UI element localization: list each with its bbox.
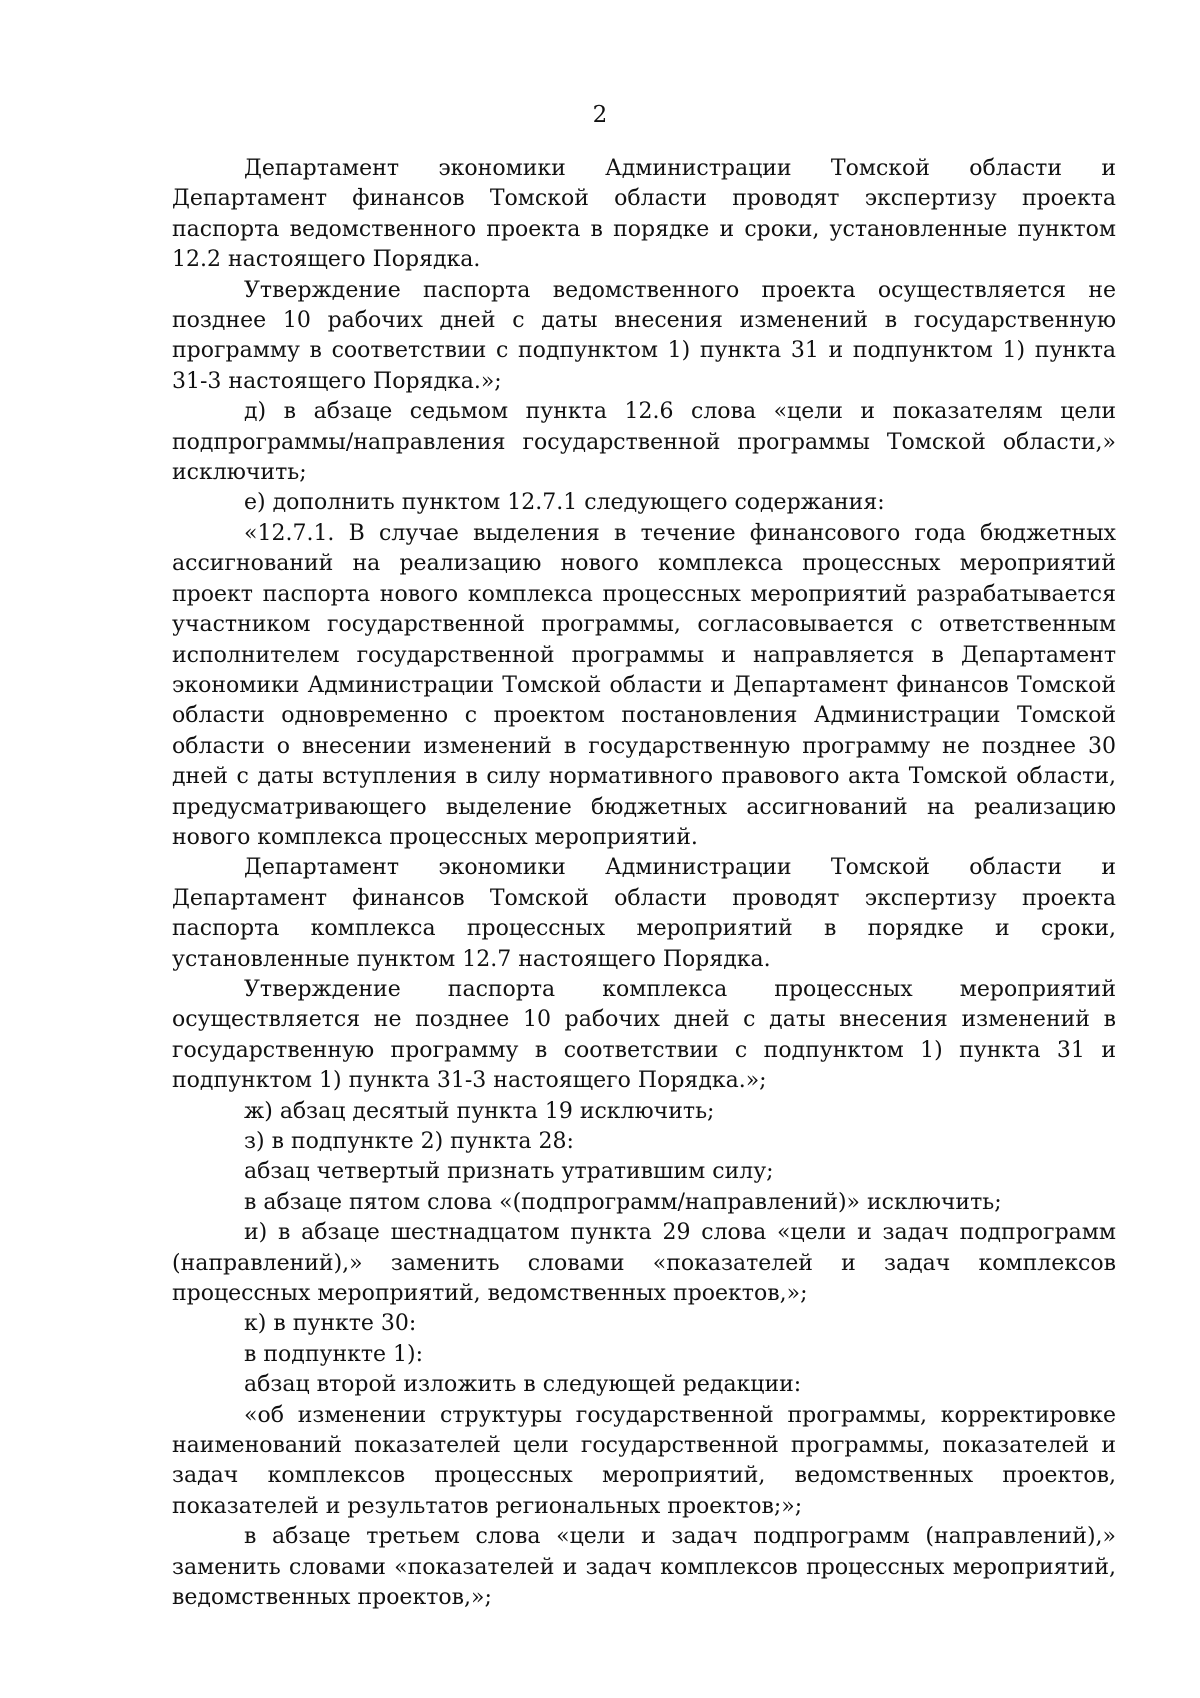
paragraph: абзац четвертый признать утратившим силу; xyxy=(244,1159,774,1185)
paragraph: Утверждение паспорта ведомственного проекта осуществляется не позднее 10 рабочих дней с даты внесения изменений в государственную программу в соответствии с подпунктом 1) пункта 31 и подпунктом 1) пункта 31-3 настоящего Порядка.»; xyxy=(172,277,1116,394)
page-number: 2 xyxy=(592,102,608,128)
paragraph: ж) абзац десятый пункта 19 исключить; xyxy=(244,1098,715,1124)
paragraph: Департамент экономики Администрации Томской области и Департамент финансов Томской области проводят экспертизу проекта паспорта ведомственного проекта в порядке и сроки, установленные пунктом 12.2 настоящего Порядка. xyxy=(172,156,1116,273)
paragraph: е) дополнить пунктом 12.7.1 следующего содержания: xyxy=(244,490,885,516)
document-body xyxy=(172,154,1116,1614)
paragraph: д) в абзаце седьмом пункта 12.6 слова «цели и показателям цели подпрограммы/направления государственной программы Томской области,» исключить; xyxy=(172,399,1116,486)
paragraph: в абзаце третьем слова «цели и задач подпрограмм (направлений),» заменить словами «показателей и задач комплексов процессных мероприятий, ведомственных проектов,»; xyxy=(172,1524,1116,1611)
paragraph: «об изменении структуры государственной программы, корректировке наименований показателей цели государственной программы, показателей и задач комплексов процессных мероприятий, ведомственных проектов, показателей и результатов региональных проектов;»; xyxy=(172,1402,1116,1519)
paragraph: Департамент экономики Администрации Томской области и Департамент финансов Томской области проводят экспертизу проекта паспорта комплекса процессных мероприятий в порядке и сроки, установленные пунктом 12.7 настоящего Порядка. xyxy=(172,855,1116,972)
paragraph: в абзаце пятом слова «(подпрограмм/направлений)» исключить; xyxy=(244,1189,1002,1215)
paragraph: з) в подпункте 2) пункта 28: xyxy=(244,1129,574,1154)
paragraph: «12.7.1. В случае выделения в течение финансового года бюджетных ассигнований на реализацию нового комплекса процессных мероприятий проект паспорта нового комплекса процессных мероприятий разрабатывается участником государственной программы, согласовывается с ответственным исполнителем государственной программы и направляется в Департамент экономики Администрации Томской области и Департамент финансов Томской области одновременно с проектом постановления Администрации Томской области о внесении изменений в государственную программу не позднее 30 дней с даты вступления в силу нормативного правового акта Томской области, предусматривающего выделение бюджетных ассигнований на реализацию нового комплекса процессных мероприятий. xyxy=(172,520,1116,850)
paragraph: Утверждение паспорта комплекса процессных мероприятий осуществляется не позднее 10 рабочих дней с даты внесения изменений в государственную программу в соответствии с подпунктом 1) пункта 31 и подпунктом 1) пункта 31-3 настоящего Порядка.»; xyxy=(172,976,1116,1094)
paragraph: в подпункте 1): xyxy=(244,1341,424,1367)
paragraph: абзац второй изложить в следующей редакции: xyxy=(244,1372,802,1398)
paragraph: и) в абзаце шестнадцатом пункта 29 слова «цели и задач подпрограмм (направлений),» заменить словами «показателей и задач комплексов процессных мероприятий, ведомственных проектов,»; xyxy=(172,1220,1116,1307)
paragraph: к) в пункте 30: xyxy=(244,1311,417,1337)
